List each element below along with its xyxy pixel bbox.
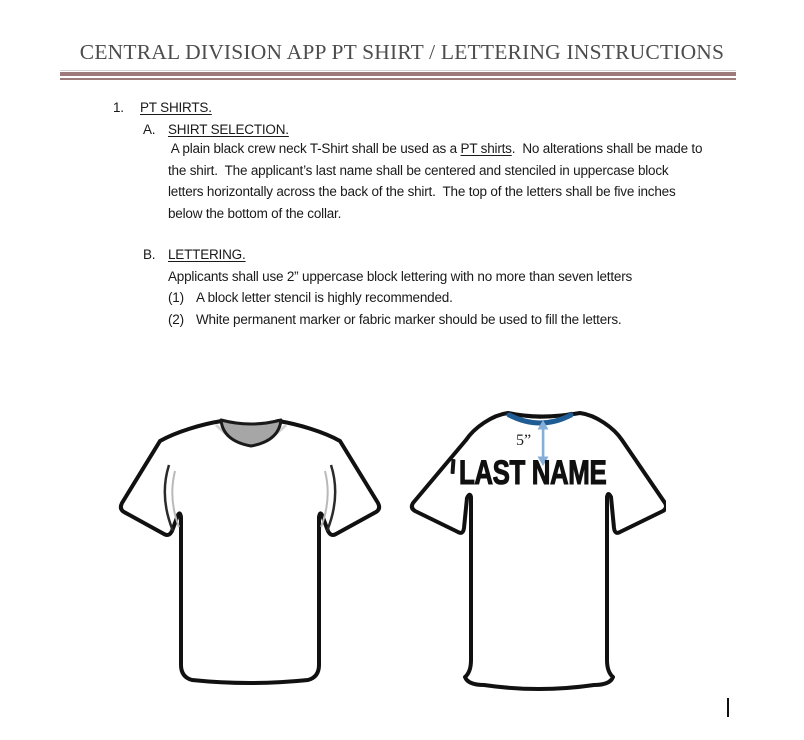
heading-pt-shirts: PT SHIRTS. xyxy=(140,100,212,115)
paragraph-b-line: Applicants shall use 2” uppercase block lettering with no more than seven letters xyxy=(168,268,633,284)
sub-item-1-text: A block letter stencil is highly recommended. xyxy=(196,290,453,305)
list-letter-a: A. xyxy=(143,122,156,137)
title-rule-thick-bar xyxy=(60,72,736,76)
paragraph-a-line-4: below the bottom of the collar. xyxy=(168,205,342,221)
last-name-stencil-text: LAST NAME xyxy=(459,454,607,492)
list-letter-b: B. xyxy=(143,247,156,262)
measurement-label: 5” xyxy=(516,432,532,449)
list-number-1: 1. xyxy=(113,100,124,115)
paragraph-a-line1-pre: A plain black crew neck T-Shirt shall be used as a xyxy=(168,141,461,156)
heading-shirt-selection: SHIRT SELECTION. xyxy=(168,122,289,137)
sub-item-2-text: White permanent marker or fabric marker should be used to fill the letters. xyxy=(196,311,622,327)
paragraph-a-line-3: letters horizontally across the back of the shirt. The top of the letters shall be five inches xyxy=(168,184,676,199)
tshirt-front-illustration xyxy=(112,405,384,705)
title-rule-thin-bar xyxy=(60,78,736,80)
title-underline-rule xyxy=(60,70,736,81)
paragraph-a-line-2: the shirt. The applicant’s last name shall be centered and stenciled in uppercase block xyxy=(168,162,669,178)
text-cursor[interactable] xyxy=(727,698,729,717)
paragraph-a-line-1 xyxy=(168,140,702,157)
sub-item-1-number: (1) xyxy=(168,290,184,305)
paragraph-a-line1-post: . No alterations shall be made to xyxy=(511,141,703,156)
sub-item-2-number: (2) xyxy=(168,311,184,327)
page-title: CENTRAL DIVISION APP PT SHIRT / LETTERING INSTRUCTIONS xyxy=(79,40,725,64)
arrow-head-up xyxy=(538,420,549,430)
heading-lettering: LETTERING. xyxy=(168,247,246,262)
front-shirt-body xyxy=(121,421,379,683)
paragraph-a-line1-underlined: PT shirts xyxy=(460,141,512,156)
